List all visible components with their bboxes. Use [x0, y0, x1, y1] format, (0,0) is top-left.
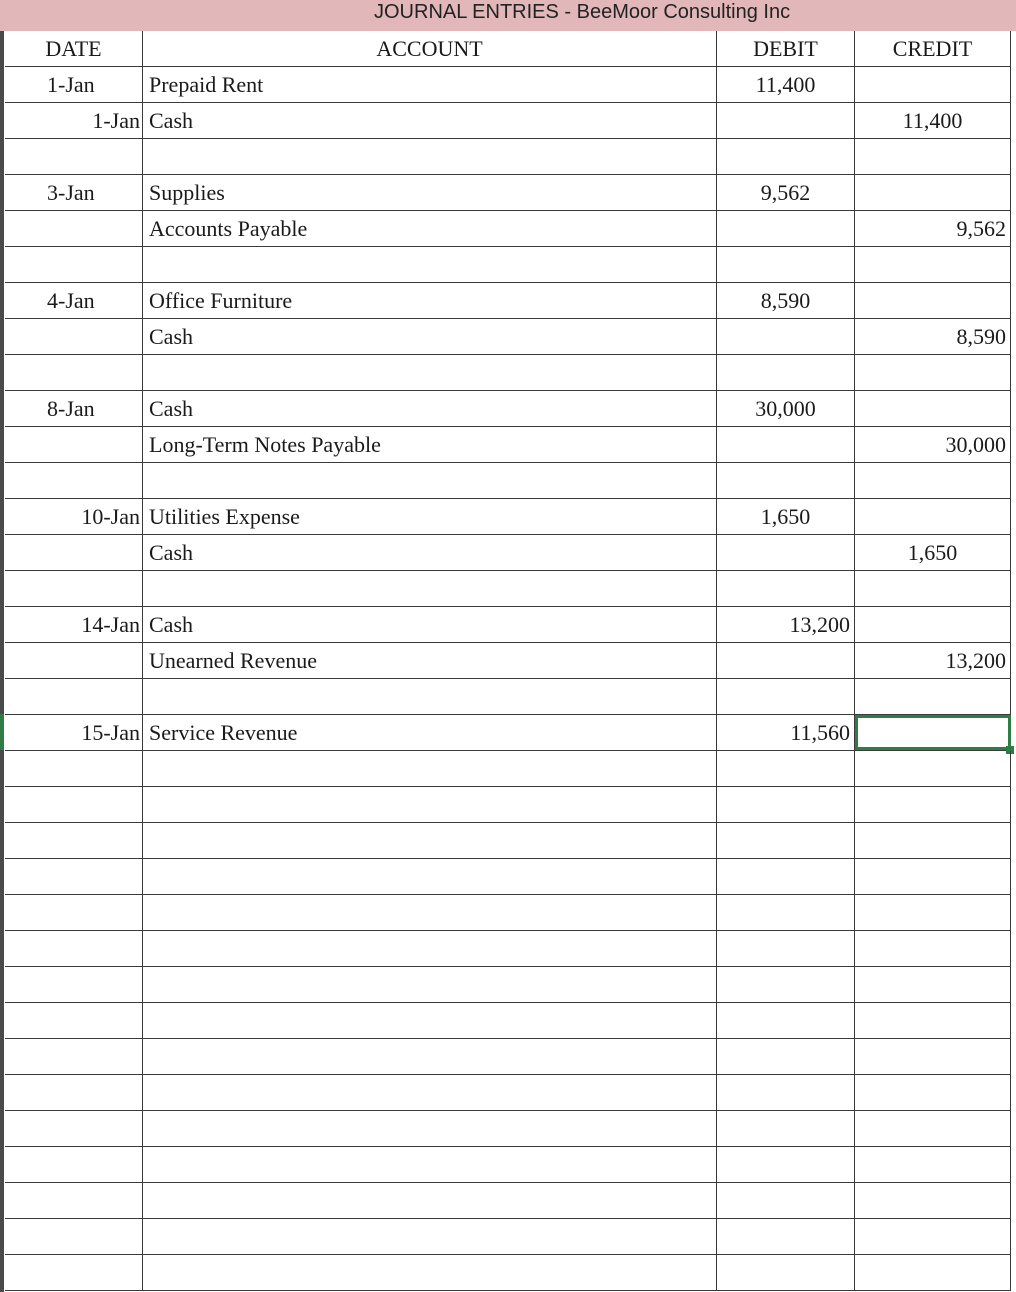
debit-cell[interactable]: 11,560 [717, 715, 855, 750]
credit-cell[interactable]: 9,562 [855, 211, 1011, 246]
table-row [5, 787, 1011, 823]
date-cell[interactable]: 15-Jan [5, 715, 143, 750]
table-row [5, 1075, 1011, 1111]
account-cell[interactable]: Office Furniture [143, 283, 717, 318]
debit-cell[interactable]: 8,590 [717, 283, 855, 318]
table-row [5, 607, 1011, 643]
debit-cell[interactable] [717, 535, 855, 570]
date-cell[interactable]: 14-Jan [5, 607, 143, 642]
date-cell[interactable] [5, 355, 143, 390]
debit-cell[interactable]: 11,400 [717, 67, 855, 102]
date-cell[interactable]: 8-Jan [5, 391, 143, 426]
debit-cell[interactable] [717, 787, 855, 822]
debit-cell[interactable] [717, 679, 855, 714]
credit-cell[interactable] [855, 1147, 1011, 1182]
table-row [5, 1219, 1011, 1255]
debit-cell[interactable] [717, 1039, 855, 1074]
account-cell[interactable] [143, 787, 717, 822]
credit-cell[interactable] [855, 1219, 1011, 1254]
table-row [5, 283, 1011, 319]
table-row [5, 535, 1011, 571]
account-header[interactable]: ACCOUNT [143, 31, 717, 66]
debit-cell[interactable]: 1,650 [717, 499, 855, 534]
debit-cell[interactable] [717, 1111, 855, 1146]
account-cell[interactable]: Cash [143, 391, 717, 426]
date-cell[interactable] [5, 859, 143, 894]
debit-cell[interactable] [717, 247, 855, 282]
debit-cell[interactable] [717, 643, 855, 678]
table-row [5, 319, 1011, 355]
account-cell[interactable] [143, 1003, 717, 1038]
account-cell[interactable] [143, 751, 717, 786]
date-cell[interactable] [5, 751, 143, 786]
debit-cell[interactable] [717, 1003, 855, 1038]
debit-cell[interactable] [717, 427, 855, 462]
debit-cell[interactable]: 30,000 [717, 391, 855, 426]
date-cell[interactable] [5, 895, 143, 930]
credit-cell[interactable]: 8,590 [855, 319, 1011, 354]
table-row [5, 427, 1011, 463]
credit-cell[interactable] [855, 571, 1011, 606]
credit-cell[interactable] [855, 175, 1011, 210]
account-cell[interactable] [143, 967, 717, 1002]
credit-cell[interactable] [855, 1111, 1011, 1146]
credit-cell[interactable] [855, 463, 1011, 498]
date-cell[interactable] [5, 1111, 143, 1146]
debit-cell[interactable] [717, 1255, 855, 1290]
credit-cell[interactable] [855, 859, 1011, 894]
debit-cell[interactable] [717, 571, 855, 606]
window-left-edge [0, 31, 4, 1292]
debit-cell[interactable] [717, 895, 855, 930]
date-cell[interactable]: 10-Jan [5, 499, 143, 534]
account-cell[interactable] [143, 139, 717, 174]
credit-cell[interactable] [855, 751, 1011, 786]
date-cell[interactable] [5, 679, 143, 714]
debit-cell[interactable] [717, 211, 855, 246]
account-cell[interactable]: Cash [143, 319, 717, 354]
selected-cell[interactable] [855, 715, 1011, 750]
account-cell[interactable] [143, 1039, 717, 1074]
date-cell[interactable] [5, 643, 143, 678]
debit-cell[interactable] [717, 103, 855, 138]
account-cell[interactable] [143, 1075, 717, 1110]
account-cell[interactable] [143, 463, 717, 498]
table-row [5, 1183, 1011, 1219]
account-cell[interactable]: Utilities Expense [143, 499, 717, 534]
date-cell[interactable] [5, 1039, 143, 1074]
account-cell[interactable] [143, 1183, 717, 1218]
account-cell[interactable] [143, 1147, 717, 1182]
date-cell[interactable]: 3-Jan [5, 175, 143, 210]
credit-header[interactable]: CREDIT [855, 31, 1011, 66]
date-cell[interactable] [5, 1255, 143, 1290]
table-row [5, 499, 1011, 535]
credit-cell[interactable] [855, 1075, 1011, 1110]
date-cell[interactable] [5, 1183, 143, 1218]
credit-cell[interactable] [855, 391, 1011, 426]
account-cell[interactable]: Prepaid Rent [143, 67, 717, 102]
date-cell[interactable] [5, 1003, 143, 1038]
sheet-title-bar [0, 0, 1016, 31]
account-cell[interactable] [143, 1111, 717, 1146]
table-row [5, 859, 1011, 895]
date-cell[interactable] [5, 1219, 143, 1254]
account-cell[interactable]: Service Revenue [143, 715, 717, 750]
debit-cell[interactable] [717, 967, 855, 1002]
credit-cell[interactable] [855, 499, 1011, 534]
date-cell[interactable] [5, 211, 143, 246]
table-row [5, 67, 1011, 103]
credit-cell[interactable] [855, 67, 1011, 102]
credit-cell[interactable] [855, 283, 1011, 318]
account-cell[interactable] [143, 931, 717, 966]
table-row [5, 931, 1011, 967]
account-cell[interactable]: Supplies [143, 175, 717, 210]
date-cell[interactable] [5, 1075, 143, 1110]
account-cell[interactable] [143, 859, 717, 894]
date-cell[interactable] [5, 535, 143, 570]
credit-cell[interactable] [855, 139, 1011, 174]
date-cell[interactable] [5, 931, 143, 966]
debit-cell[interactable] [717, 751, 855, 786]
account-cell[interactable] [143, 247, 717, 282]
date-cell[interactable] [5, 787, 143, 822]
debit-cell[interactable] [717, 1219, 855, 1254]
account-cell[interactable] [143, 355, 717, 390]
date-header[interactable]: DATE [5, 31, 143, 66]
debit-cell[interactable] [717, 931, 855, 966]
credit-cell[interactable]: 11,400 [855, 103, 1011, 138]
table-row [5, 715, 1011, 751]
header-row [5, 31, 1011, 67]
table-row [5, 967, 1011, 1003]
table-row [5, 247, 1011, 283]
date-cell[interactable] [5, 139, 143, 174]
account-cell[interactable] [143, 1255, 717, 1290]
date-cell[interactable] [5, 427, 143, 462]
account-cell[interactable] [143, 571, 717, 606]
credit-cell[interactable] [855, 823, 1011, 858]
date-cell[interactable] [5, 967, 143, 1002]
credit-cell[interactable]: 1,650 [855, 535, 1011, 570]
date-cell[interactable]: 4-Jan [5, 283, 143, 318]
sheet-title: JOURNAL ENTRIES - BeeMoor Consulting Inc [374, 1, 791, 23]
date-cell[interactable] [5, 823, 143, 858]
account-cell[interactable]: Accounts Payable [143, 211, 717, 246]
table-row [5, 895, 1011, 931]
table-row [5, 751, 1011, 787]
credit-cell[interactable] [855, 607, 1011, 642]
account-cell[interactable]: Long-Term Notes Payable [143, 427, 717, 462]
account-cell[interactable] [143, 823, 717, 858]
date-cell[interactable] [5, 1147, 143, 1182]
table-row [5, 1111, 1011, 1147]
table-row [5, 463, 1011, 499]
credit-cell[interactable] [855, 247, 1011, 282]
date-cell[interactable] [5, 247, 143, 282]
table-row [5, 355, 1011, 391]
debit-cell[interactable] [717, 1183, 855, 1218]
debit-cell[interactable] [717, 1075, 855, 1110]
account-cell[interactable]: Cash [143, 607, 717, 642]
credit-cell[interactable] [855, 1039, 1011, 1074]
table-row [5, 1003, 1011, 1039]
debit-cell[interactable] [717, 823, 855, 858]
table-row [5, 643, 1011, 679]
credit-cell[interactable] [855, 679, 1011, 714]
account-cell[interactable]: Unearned Revenue [143, 643, 717, 678]
row-selection-indicator [0, 714, 4, 750]
debit-header[interactable]: DEBIT [717, 31, 855, 66]
debit-cell[interactable] [717, 463, 855, 498]
debit-cell[interactable]: 13,200 [717, 607, 855, 642]
date-cell[interactable] [5, 319, 143, 354]
credit-cell[interactable]: 13,200 [855, 643, 1011, 678]
date-cell[interactable]: 1-Jan [5, 103, 143, 138]
credit-cell[interactable] [855, 967, 1011, 1002]
credit-cell[interactable] [855, 787, 1011, 822]
journal-table [5, 31, 1011, 1292]
credit-cell[interactable] [855, 1003, 1011, 1038]
credit-cell[interactable] [855, 895, 1011, 930]
date-cell[interactable]: 1-Jan [5, 67, 143, 102]
table-row [5, 391, 1011, 427]
table-row [5, 103, 1011, 139]
credit-cell[interactable] [855, 1255, 1011, 1290]
table-row [5, 823, 1011, 859]
table-row [5, 1147, 1011, 1183]
table-row [5, 211, 1011, 247]
credit-cell[interactable] [855, 931, 1011, 966]
credit-cell[interactable] [855, 355, 1011, 390]
account-cell[interactable] [143, 895, 717, 930]
account-cell[interactable]: Cash [143, 535, 717, 570]
debit-cell[interactable] [717, 139, 855, 174]
debit-cell[interactable] [717, 1147, 855, 1182]
credit-cell[interactable] [855, 1183, 1011, 1218]
date-cell[interactable] [5, 463, 143, 498]
account-cell[interactable]: Cash [143, 103, 717, 138]
credit-cell[interactable]: 30,000 [855, 427, 1011, 462]
table-row [5, 175, 1011, 211]
account-cell[interactable] [143, 679, 717, 714]
debit-cell[interactable] [717, 355, 855, 390]
debit-cell[interactable]: 9,562 [717, 175, 855, 210]
table-row [5, 679, 1011, 715]
table-row [5, 571, 1011, 607]
debit-cell[interactable] [717, 319, 855, 354]
table-row [5, 1039, 1011, 1075]
table-row [5, 139, 1011, 175]
account-cell[interactable] [143, 1219, 717, 1254]
debit-cell[interactable] [717, 859, 855, 894]
date-cell[interactable] [5, 571, 143, 606]
table-row [5, 1255, 1011, 1291]
